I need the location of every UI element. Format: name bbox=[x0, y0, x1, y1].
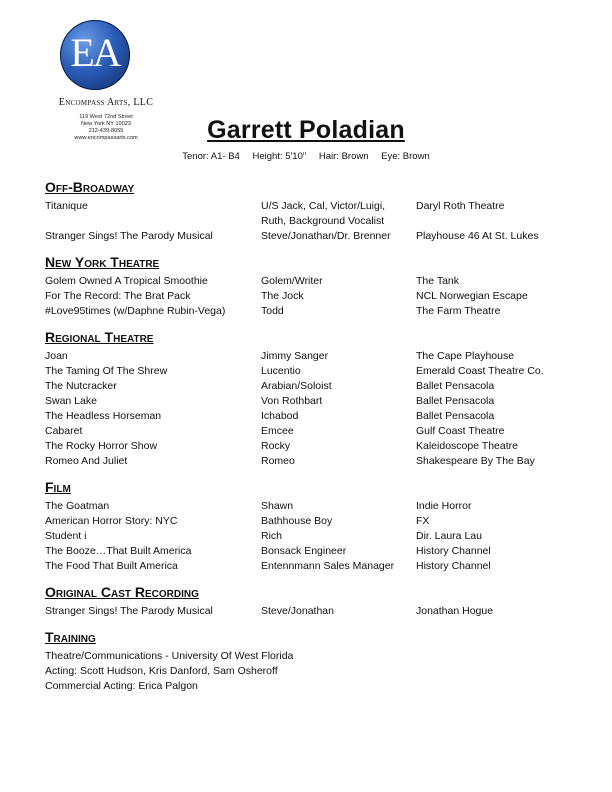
actor-stats bbox=[0, 151, 612, 162]
credit-show: The Booze…That Built America bbox=[45, 545, 192, 557]
credit-role: Rocky bbox=[261, 440, 291, 452]
credit-row bbox=[45, 229, 585, 244]
credit-venue: The Farm Theatre bbox=[416, 305, 501, 317]
credit-show: Stranger Sings! The Parody Musical bbox=[45, 605, 213, 617]
credit-row bbox=[45, 199, 585, 229]
credit-row bbox=[45, 439, 585, 454]
credit-row bbox=[45, 499, 585, 514]
credit-row bbox=[45, 379, 585, 394]
credit-role: Steve/Jonathan/Dr. Brenner bbox=[261, 230, 391, 242]
credit-role: Bonsack Engineer bbox=[261, 545, 347, 557]
section-film bbox=[45, 479, 585, 574]
agency-address-line2: New York NY 10023 bbox=[81, 121, 131, 127]
credit-row bbox=[45, 304, 585, 319]
credit-row bbox=[45, 349, 585, 364]
credit-venue: Gulf Coast Theatre bbox=[416, 425, 505, 437]
credit-venue: History Channel bbox=[416, 560, 491, 572]
credit-role: Steve/Jonathan bbox=[261, 605, 334, 617]
credit-role: The Jock bbox=[261, 290, 304, 302]
credit-row bbox=[45, 394, 585, 409]
credit-role: Todd bbox=[261, 305, 284, 317]
credit-show: Swan Lake bbox=[45, 395, 97, 407]
credit-row bbox=[45, 409, 585, 424]
stat-height: Height: 5'10" bbox=[252, 151, 307, 162]
agency-address-line1: 119 West 72nd Street bbox=[79, 114, 133, 120]
training-line: Theatre/Communications - University Of West Florida bbox=[45, 650, 294, 662]
credit-venue: Ballet Pensacola bbox=[416, 395, 495, 407]
section-training bbox=[45, 629, 585, 694]
credit-role: Jimmy Sanger bbox=[261, 350, 329, 362]
credit-show: Golem Owned A Tropical Smoothie bbox=[45, 275, 208, 287]
section-original-cast-recording bbox=[45, 584, 585, 619]
section-regional-theatre bbox=[45, 329, 585, 469]
stat-eyes: Eye: Brown bbox=[381, 151, 430, 162]
credit-row bbox=[45, 544, 585, 559]
credit-show: Student i bbox=[45, 530, 87, 542]
credit-venue: FX bbox=[416, 515, 430, 527]
training-line: Commercial Acting: Erica Palgon bbox=[45, 680, 198, 692]
credit-venue: Ballet Pensacola bbox=[416, 410, 495, 422]
credit-row bbox=[45, 289, 585, 304]
credit-venue: Kaleidoscope Theatre bbox=[416, 440, 518, 452]
section-new-york-theatre bbox=[45, 254, 585, 319]
credit-row bbox=[45, 274, 585, 289]
credit-venue: Ballet Pensacola bbox=[416, 380, 495, 392]
credit-show: Cabaret bbox=[45, 425, 83, 437]
credit-venue: The Tank bbox=[416, 275, 459, 287]
stat-voice: Tenor: A1- B4 bbox=[182, 151, 240, 162]
credit-show: Joan bbox=[45, 350, 68, 362]
credit-show: The Rocky Horror Show bbox=[45, 440, 158, 452]
credit-role: U/S Jack, Cal, Victor/Luigi, Ruth, Background Vocalist bbox=[261, 200, 386, 227]
section-title: Film bbox=[45, 479, 71, 495]
credit-show: Stranger Sings! The Parody Musical bbox=[45, 230, 213, 242]
credit-role: Rich bbox=[261, 530, 283, 542]
credit-show: The Food That Built America bbox=[45, 560, 178, 572]
stat-hair: Hair: Brown bbox=[318, 151, 369, 162]
credit-show: The Headless Horseman bbox=[45, 410, 162, 422]
credit-show: Titanique bbox=[45, 200, 88, 212]
resume-body bbox=[45, 179, 585, 704]
credit-role: Lucentio bbox=[261, 365, 301, 377]
credit-show: Romeo And Juliet bbox=[45, 455, 128, 467]
credit-role: Golem/Writer bbox=[261, 275, 323, 287]
credit-row bbox=[45, 559, 585, 574]
credit-venue: Jonathan Hogue bbox=[416, 605, 494, 617]
credit-role: Emcee bbox=[261, 425, 294, 437]
section-off-broadway bbox=[45, 179, 585, 244]
credit-venue: Shakespeare By The Bay bbox=[416, 455, 535, 467]
credit-venue: NCL Norwegian Escape bbox=[416, 290, 528, 302]
logo-monogram: EA bbox=[70, 30, 120, 75]
section-title: Original Cast Recording bbox=[45, 584, 199, 600]
credit-row bbox=[45, 364, 585, 379]
credit-show: The Nutcracker bbox=[45, 380, 117, 392]
section-title: New York Theatre bbox=[45, 254, 160, 270]
credit-row bbox=[45, 454, 585, 469]
credit-venue: Daryl Roth Theatre bbox=[416, 200, 505, 212]
credit-show: The Goatman bbox=[45, 500, 110, 512]
actor-name: Garrett Poladian bbox=[207, 116, 405, 144]
credit-role: Entennmann Sales Manager bbox=[261, 560, 395, 572]
credit-role: Romeo bbox=[261, 455, 295, 467]
credit-show: For The Record: The Brat Pack bbox=[45, 290, 191, 302]
agency-website: www.encompassarts.com bbox=[74, 135, 138, 141]
training-line: Acting: Scott Hudson, Kris Danford, Sam Osheroff bbox=[45, 665, 278, 677]
section-title: Regional Theatre bbox=[45, 329, 154, 345]
agency-name: Encompass Arts, LLC bbox=[58, 97, 154, 108]
credit-role: Bathhouse Boy bbox=[261, 515, 333, 527]
credit-row bbox=[45, 424, 585, 439]
credit-role: Von Rothbart bbox=[261, 395, 323, 407]
credit-show: The Taming Of The Shrew bbox=[45, 365, 168, 377]
credit-show: American Horror Story: NYC bbox=[45, 515, 178, 527]
credit-venue: Playhouse 46 At St. Lukes bbox=[416, 230, 539, 242]
credit-venue: Dir. Laura Lau bbox=[416, 530, 482, 542]
credit-role: Arabian/Soloist bbox=[261, 380, 332, 392]
credit-venue: History Channel bbox=[416, 545, 491, 557]
credit-row bbox=[45, 529, 585, 544]
section-title: Training bbox=[45, 629, 96, 645]
credit-role: Ichabod bbox=[261, 410, 299, 422]
section-title: Off-Broadway bbox=[45, 179, 135, 195]
credit-show: #Love95times (w/Daphne Rubin-Vega) bbox=[45, 305, 226, 317]
credit-role: Shawn bbox=[261, 500, 294, 512]
agency-phone: 212-439-8055 bbox=[88, 128, 124, 134]
credit-venue: Indie Horror bbox=[416, 500, 472, 512]
credit-row bbox=[45, 604, 585, 619]
credit-venue: The Cape Playhouse bbox=[416, 350, 515, 362]
credit-venue: Emerald Coast Theatre Co. bbox=[416, 365, 544, 377]
credit-row bbox=[45, 514, 585, 529]
